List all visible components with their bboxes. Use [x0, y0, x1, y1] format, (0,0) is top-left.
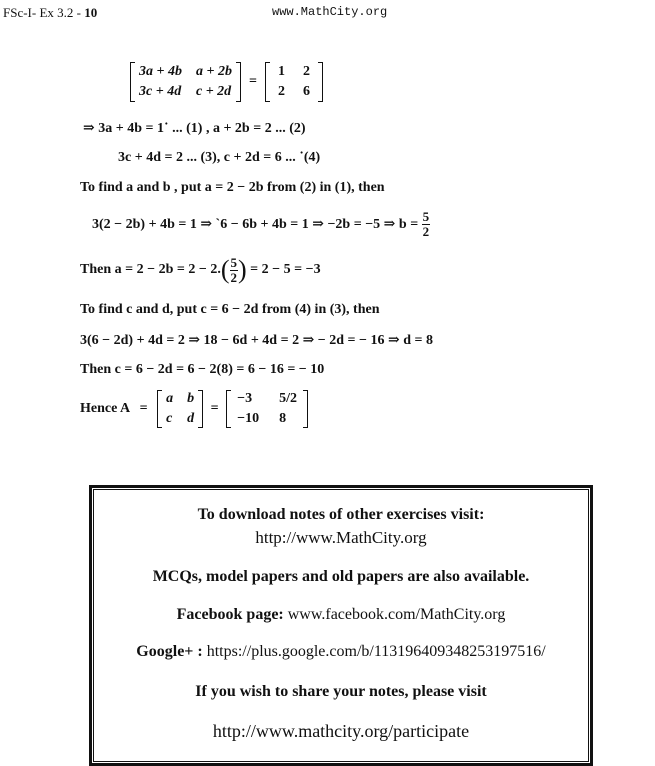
equation-text: 3(2 − 2b) + 4b = 1 ⇒ `6 − 6b + 4b = 1 ⇒ −2b = −5 ⇒ b =	[92, 217, 419, 232]
instruction-line-2: To find c and d, put c = 6 − 2d from (4) in (3), then	[80, 302, 380, 317]
matrix-result	[226, 390, 308, 428]
matrix-right	[265, 62, 323, 102]
equation-line-9	[80, 390, 308, 428]
matrix-cell: 8	[279, 411, 287, 426]
google-link[interactable]: https://plus.google.com/b/113196409348253197516/	[202, 643, 546, 660]
box-google-line	[92, 643, 590, 661]
hence-label: Hence A	[80, 401, 131, 416]
bracket-right	[198, 390, 203, 428]
box-mcq-text: MCQs, model papers and old papers are also available.	[152, 568, 530, 585]
equation-line-2: 3c + 4d = 2 ... (3), c + 2d = 6 ... ˙(4)	[118, 150, 321, 165]
matrix-equation	[130, 62, 323, 102]
matrix-cell: a + 2b	[195, 64, 232, 79]
matrix-A	[157, 390, 203, 428]
fraction: $\frac{5}{2}$	[230, 254, 237, 285]
box-participate-link[interactable]: http://www.mathcity.org/participate	[212, 721, 470, 741]
equals-sign: =	[210, 401, 219, 416]
matrix-cell: a	[166, 391, 174, 406]
matrix-cell: 1	[277, 64, 285, 79]
bracket-right	[318, 62, 323, 102]
page-header-label	[3, 5, 97, 21]
matrix-cell: c	[166, 411, 173, 426]
equation-text: Then a = 2 − 2b = 2 − 2.	[80, 262, 221, 277]
matrix-cell: 5/2	[279, 391, 297, 406]
matrix-cell: −10	[237, 411, 260, 426]
facebook-label: Facebook page:	[176, 606, 284, 623]
equation-line-4	[92, 210, 430, 239]
box-download-text: To download notes of other exercises visit:	[197, 506, 485, 523]
matrix-cell: c + 2d	[195, 84, 232, 99]
equation-line-8: Then c = 6 − 2d = 6 − 2(8) = 6 − 16 = − 10	[80, 362, 325, 377]
box-share-text: If you wish to share your notes, please visit	[195, 683, 487, 700]
equals-sign: =	[139, 401, 148, 416]
header-label: FSc-I- Ex 3.2 -	[3, 5, 85, 20]
box-mathcity-link[interactable]: http://www.MathCity.org	[255, 528, 427, 547]
matrix-cell: 2	[302, 64, 310, 79]
matrix-cell: −3	[237, 391, 253, 406]
fraction: $\frac{5}{2}$	[422, 209, 430, 239]
bracket-right	[303, 390, 308, 428]
equation-line-1: ⇒ 3a + 4b = 1˙ ... (1) , a + 2b = 2 ... (2)	[83, 121, 306, 136]
matrix-cell: 3a + 4b	[139, 64, 182, 79]
matrix-cell: 2	[277, 84, 285, 99]
header-page-number: 10	[84, 5, 98, 20]
matrix-left	[130, 62, 241, 102]
matrix-cell: 6	[302, 84, 310, 99]
equation-text: = 2 − 5 = −3	[250, 262, 321, 277]
google-label: Google+ :	[136, 643, 203, 660]
header-site: www.MathCity.org	[272, 5, 388, 19]
info-box	[89, 485, 593, 766]
equals-sign: =	[248, 74, 257, 89]
box-facebook-line	[92, 606, 590, 624]
equation-line-7: 3(6 − 2d) + 4d = 2 ⇒ 18 − 6d + 4d = 2 ⇒ − 2d = − 16 ⇒ d = 8	[80, 333, 434, 348]
matrix-cell: 3c + 4d	[139, 84, 182, 99]
equation-line-5: Then a = 2 − 2b = 2 − 2.( $\frac{5}{2}$ ) = 2 − 5 = −3	[80, 254, 321, 285]
instruction-line-1: To find a and b , put a = 2 − 2b from (2) in (1), then	[80, 180, 385, 195]
matrix-cell: d	[187, 411, 195, 426]
matrix-cell: b	[187, 391, 195, 406]
facebook-link[interactable]: www.facebook.com/MathCity.org	[283, 606, 506, 623]
bracket-right	[236, 62, 241, 102]
